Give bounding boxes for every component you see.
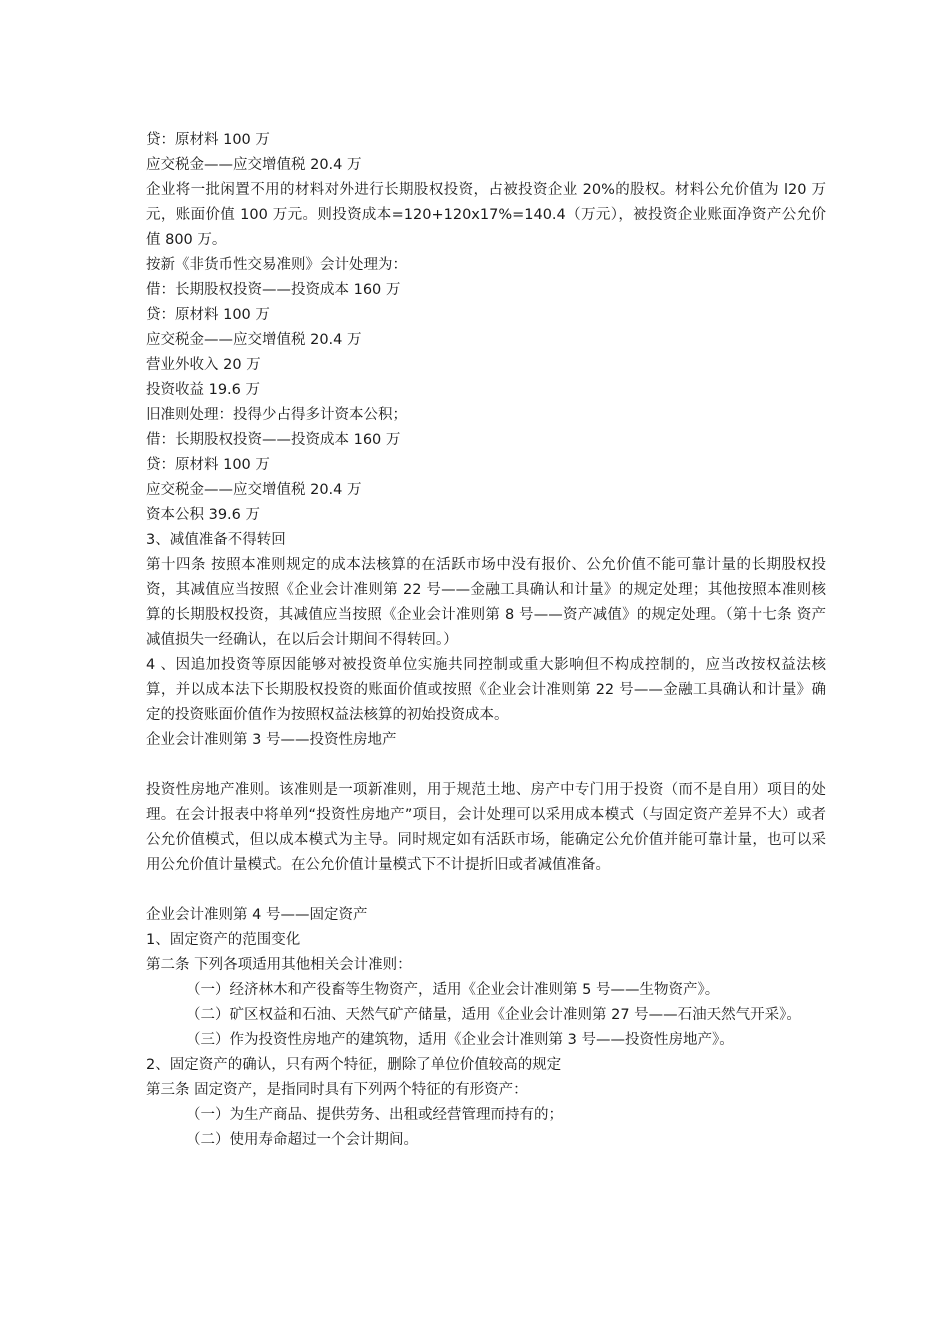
paragraph: 投资性房地产准则。该准则是一项新准则，用于规范土地、房产中专门用于投资（而不是自用）项目的处理。在会计报表中将单列“投资性房地产”项目，会计处理可以采用成本模式（与固定资产差异不大）或者公允价值模式，但以成本模式为主导。同时规定如有活跃市场，能确定公允价值并能可靠计量，也可以采用公允价值计量模式。在公允价值计量模式下不计提折旧或者减值准备。: [146, 782, 826, 873]
paragraph: 第十四条 按照本准则规定的成本法核算的在活跃市场中没有报价、公允价值不能可靠计量的长期股权投资，其减值应当按照《企业会计准则第 22 号——金融工具确认和计量》的规定处理；其他按照本准则核算的长期股权投资，其减值应当按照《企业会计准则第 8 号——资产减值》的规定处理。（第十七条 资产减值损失一经确认，在以后会计期间不得转回。）: [146, 557, 826, 648]
paragraph: 企业将一批闲置不用的材料对外进行长期股权投资，占被投资企业 20%的股权。材料公允价值为 l20 万元，账面价值 100 万元。则投资成本=120+120x17%=140.4（万元），被投资企业账面净资产公允价值 800 万。: [146, 182, 826, 248]
indented-paragraph: （二）矿区权益和石油、天然气矿产储量，适用《企业会计准则第 27 号——石油天然气开采》。: [186, 1007, 801, 1023]
text-line: 旧准则处理：投得少占得多计资本公积；: [146, 407, 407, 423]
text-line: 投资收益 19.6 万: [146, 382, 261, 398]
document-body: [146, 128, 826, 1153]
text-line: 资本公积 39.6 万: [146, 507, 261, 523]
text-line: 贷：原材料 100 万: [146, 307, 270, 323]
indented-line: （一）经济林木和产役畜等生物资产，适用《企业会计准则第 5 号——生物资产》。: [186, 982, 720, 998]
text-line: 第二条 下列各项适用其他相关会计准则：: [146, 957, 412, 973]
indented-line: （三）作为投资性房地产的建筑物，适用《企业会计准则第 3 号——投资性房地产》。: [186, 1032, 734, 1048]
text-line: 应交税金——应交增值税 20.4 万: [146, 332, 362, 348]
text-line: 借：长期股权投资——投资成本 160 万: [146, 282, 401, 298]
text-line: 企业会计准则第 4 号——固定资产: [146, 907, 368, 923]
text-line: 借：长期股权投资——投资成本 160 万: [146, 432, 401, 448]
text-line: 应交税金——应交增值税 20.4 万: [146, 482, 362, 498]
blank-line: [146, 753, 826, 778]
text-line: 应交税金——应交增值税 20.4 万: [146, 157, 362, 173]
indented-line: （二）使用寿命超过一个会计期间。: [186, 1132, 418, 1148]
text-line: 企业会计准则第 3 号——投资性房地产: [146, 732, 397, 748]
text-line: 第三条 固定资产，是指同时具有下列两个特征的有形资产：: [146, 1082, 528, 1098]
text-line: 3、减值准备不得转回: [146, 532, 286, 548]
text-line: 营业外收入 20 万: [146, 357, 261, 373]
blank-line: [146, 878, 826, 903]
text-line: 贷：原材料 100 万: [146, 457, 270, 473]
indented-line: （一）为生产商品、提供劳务、出租或经营管理而持有的；: [186, 1107, 563, 1123]
text-line: 2、固定资产的确认，只有两个特征，删除了单位价值较高的规定: [146, 1057, 562, 1073]
text-line: 贷：原材料 100 万: [146, 132, 270, 148]
text-line: 按新《非货币性交易准则》会计处理为：: [146, 257, 407, 273]
paragraph: 4 、因追加投资等原因能够对被投资单位实施共同控制或重大影响但不构成控制的，应当改按权益法核算，并以成本法下长期股权投资的账面价值或按照《企业会计准则第 22 号——金融工具确认和计量》确定的投资账面价值作为按照权益法核算的初始投资成本。: [146, 657, 826, 723]
text-line: 1、固定资产的范围变化: [146, 932, 301, 948]
